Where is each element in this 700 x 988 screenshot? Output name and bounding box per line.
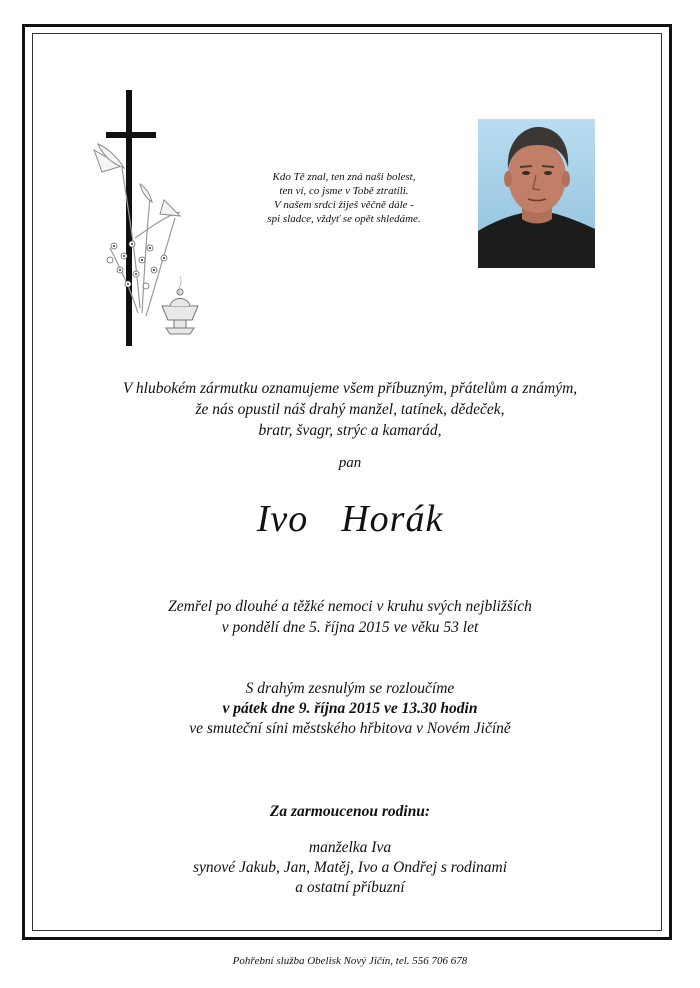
poem-line: V našem srdci žiješ věčně dále - <box>274 199 414 211</box>
poem-line: spi sladce, vždyť se opět shledáme. <box>267 213 421 225</box>
death-line: Zemřel po dlouhé a těžké nemoci v kruhu svých nejbližších <box>168 598 532 615</box>
cross-with-lilies-icon <box>80 88 220 350</box>
death-line: v pondělí dne 5. října 2015 ve věku 53 let <box>221 619 479 636</box>
intro-line: bratr, švagr, strýc a kamarád, <box>258 422 442 439</box>
funeral-line: S drahým zesnulým se rozloučíme <box>245 680 455 697</box>
family-heading: Za zarmoucenou rodinu: <box>269 803 431 820</box>
intro-line: že nás opustil náš drahý manžel, tatínek, dědeček, <box>195 401 505 418</box>
funeral-details <box>60 679 640 739</box>
funeral-place: ve smuteční síni městského hřbitova v Novém Jičíně <box>189 720 511 737</box>
funeral-date: v pátek dne 9. října 2015 ve 13.30 hodin <box>222 700 478 717</box>
intro-line: V hlubokém zármutku oznamujeme všem příbuzným, přátelům a známým, <box>122 380 578 397</box>
announcement-intro <box>60 378 640 441</box>
family-line: synové Jakub, Jan, Matěj, Ivo a Ondřej s rodinami <box>192 859 508 876</box>
portrait-photo <box>478 119 595 268</box>
poem-line: ten ví, co jsme v Tobě ztratili. <box>279 185 409 197</box>
funeral-service-footer: Pohřební služba Obelisk Nový Jičín, tel. 556 706 678 <box>232 955 468 967</box>
title-word: pan <box>338 455 362 471</box>
family-line: manželka Iva <box>308 839 392 856</box>
poem <box>246 170 442 226</box>
death-details <box>60 596 640 638</box>
poem-line: Kdo Tě znal, ten zná naši bolest, <box>272 171 416 183</box>
family-line: a ostatní příbuzní <box>295 879 405 896</box>
family-list <box>60 838 640 898</box>
deceased-name: Ivo Horák <box>256 498 444 540</box>
